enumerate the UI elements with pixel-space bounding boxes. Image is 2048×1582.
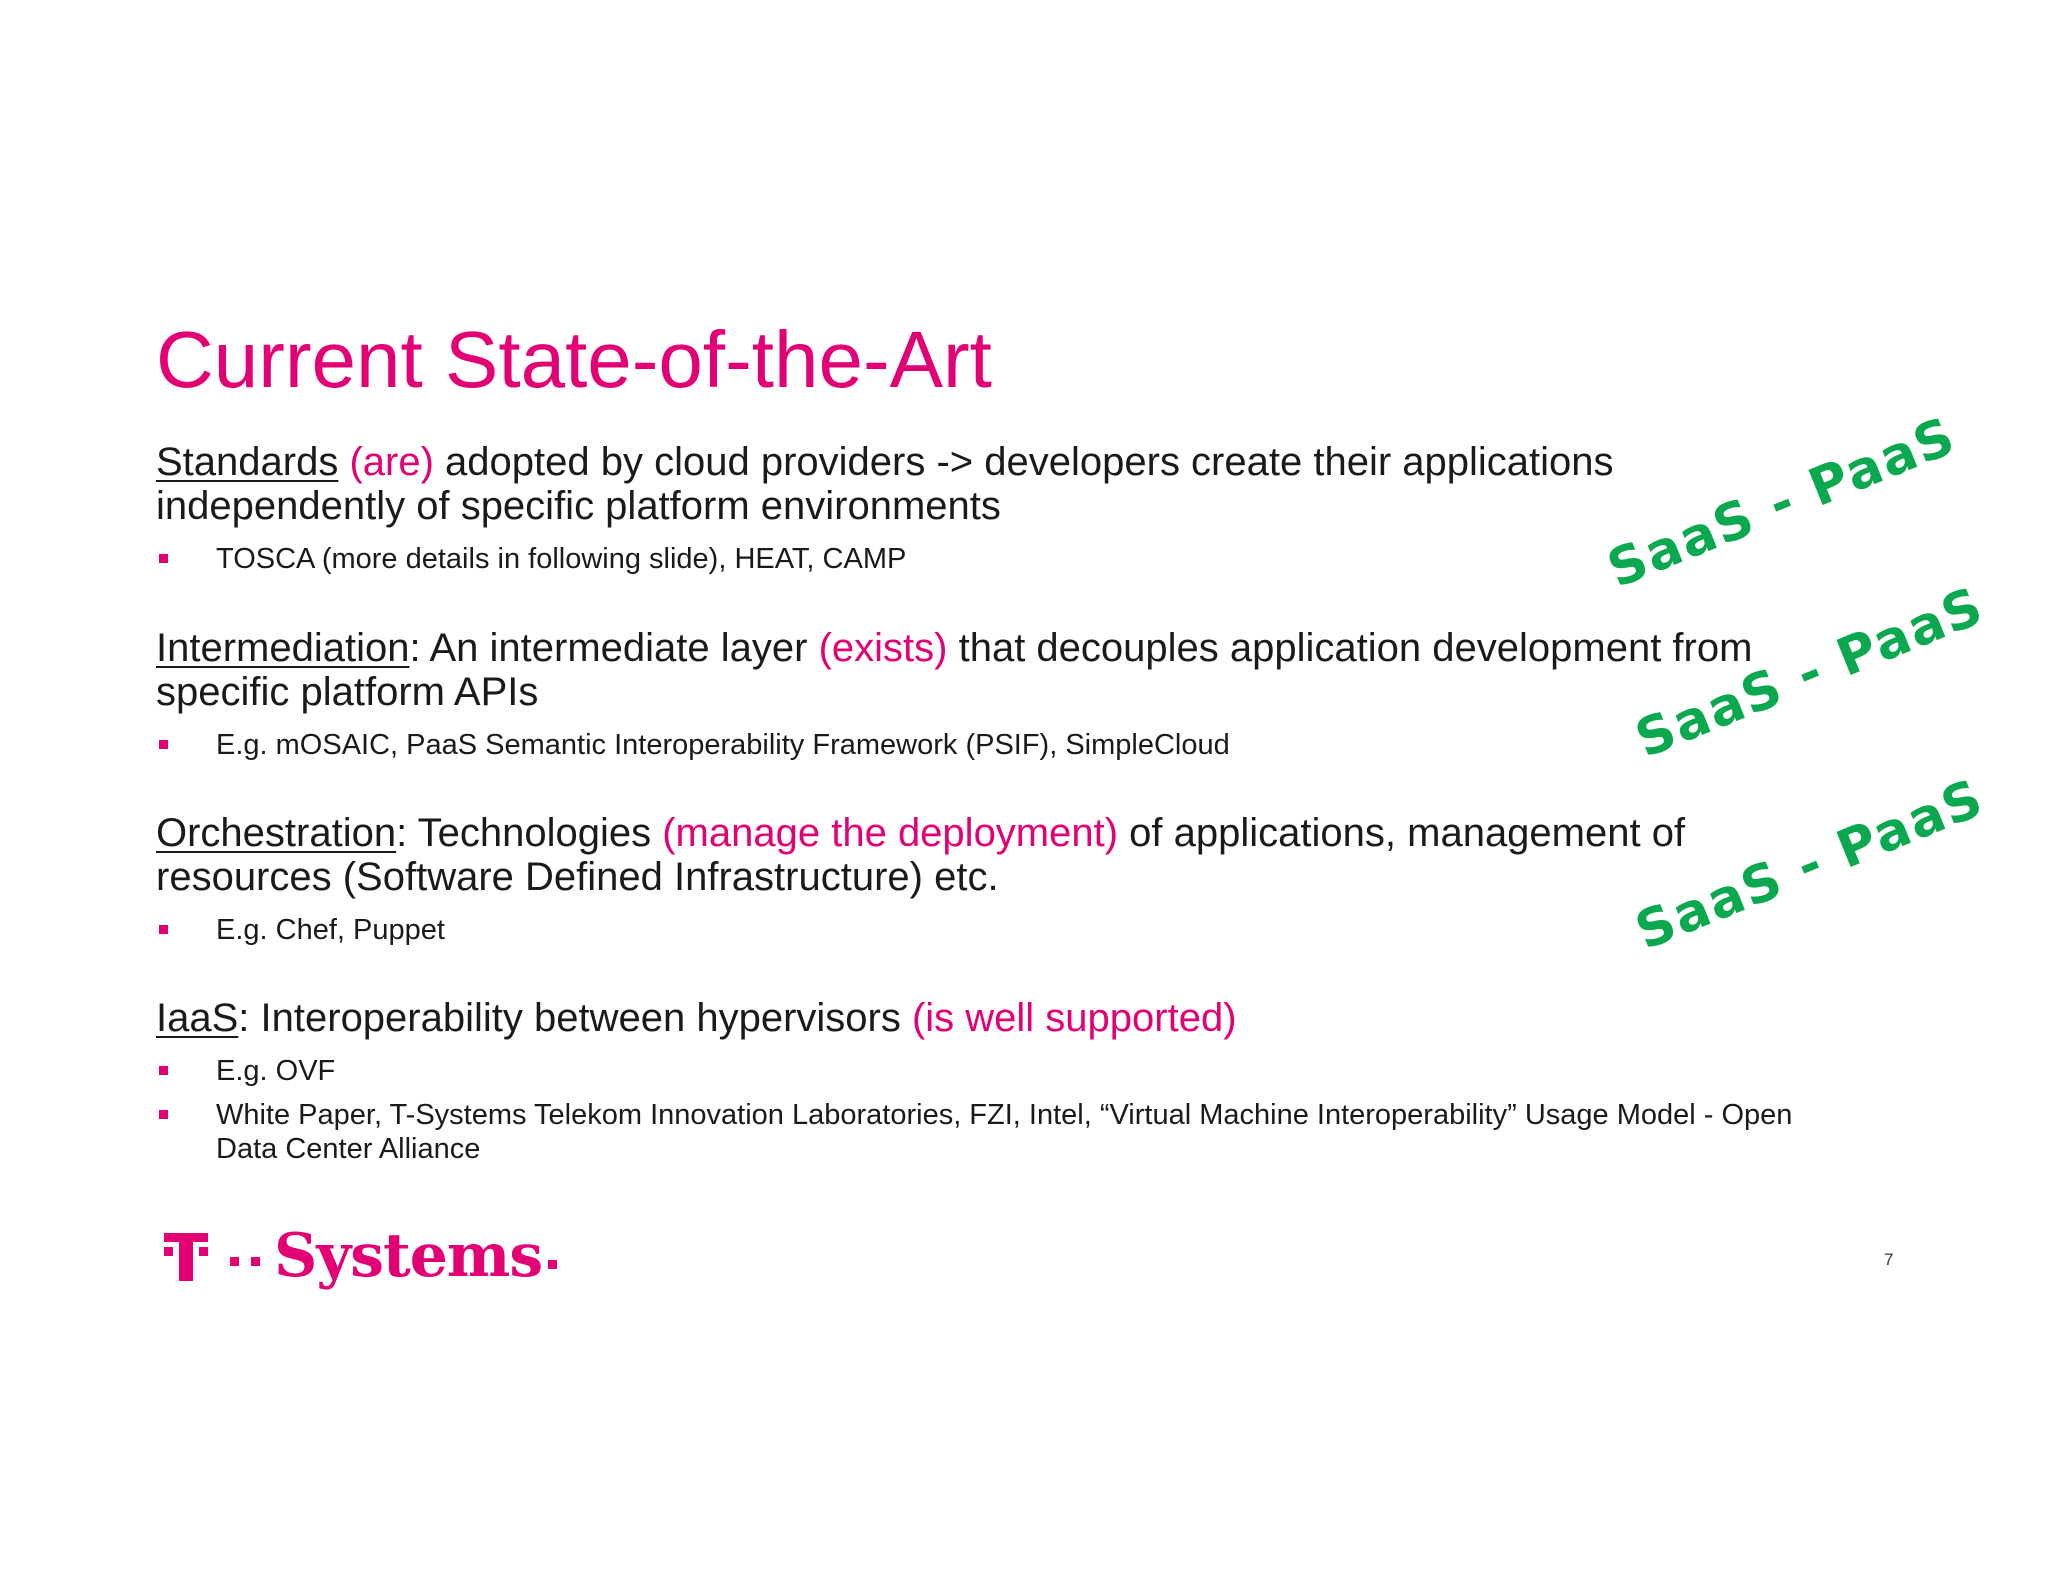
bullet-text: E.g. mOSAIC, PaaS Semantic Interoperability Framework (PSIF), SimpleCloud	[216, 729, 1230, 761]
saas-paas-stamp: SaaS - PaaS	[1599, 406, 1965, 600]
section-keyword: IaaS	[156, 996, 239, 1040]
bullet-text: E.g. OVF	[216, 1055, 336, 1087]
page-number: 7	[1884, 1250, 1894, 1269]
t-systems-logo	[164, 1221, 557, 1291]
section-iaas	[156, 996, 1856, 1176]
section-keyword: Orchestration	[156, 811, 397, 855]
section-keyword: Standards	[156, 440, 339, 484]
section-lead: : Interoperability between hypervisors	[238, 996, 912, 1040]
saas-paas-stamp: SaaS - PaaS	[1627, 768, 1993, 962]
section-highlight: (is well supported)	[911, 996, 1237, 1040]
saas-paas-stamp: SaaS - PaaS	[1627, 576, 1993, 770]
section-intermediation	[156, 626, 1856, 772]
slide-title: Current State-of-the-Art	[156, 315, 992, 404]
section-highlight: (exists)	[818, 626, 948, 670]
bullet-square-icon	[159, 554, 168, 563]
section-text: that decouples application development from specific platform APIs	[156, 626, 1753, 714]
section-lead: : Technologies	[396, 811, 663, 855]
section-lead: : An intermediate layer	[409, 626, 819, 670]
list-item	[156, 728, 1856, 762]
bullet-text: E.g. Chef, Puppet	[216, 914, 445, 946]
logo-dot-icon	[548, 1260, 557, 1269]
bullet-square-icon	[159, 740, 168, 749]
section-text: of applications, management of resources (Software Defined Infrastructure) etc.	[156, 811, 1686, 899]
bullet-text: White Paper, T-Systems Telekom Innovation Laboratories, FZI, Intel, “Virtual Machine Interoperability” Usage Model - Open Data Center Alliance	[216, 1099, 1793, 1165]
section-heading	[156, 626, 1856, 714]
logo-dots-icon	[230, 1247, 260, 1266]
list-item	[156, 913, 1856, 947]
list-item	[156, 1098, 1856, 1166]
bullet-square-icon	[159, 1066, 168, 1075]
section-highlight: (manage the deployment)	[662, 811, 1119, 855]
bullet-square-icon	[159, 925, 168, 934]
logo-wordmark: Systems	[274, 1221, 543, 1291]
section-heading	[156, 440, 1856, 528]
section-standards	[156, 440, 1856, 586]
bullet-list	[156, 728, 1856, 762]
bullet-text: TOSCA (more details in following slide), HEAT, CAMP	[216, 543, 907, 575]
section-text: adopted by cloud providers -> developers create their applications independently of specific platform environments	[156, 440, 1614, 528]
section-highlight: (are)	[349, 440, 434, 484]
section-keyword: Intermediation	[156, 626, 410, 670]
section-orchestration	[156, 811, 1856, 957]
section-heading	[156, 811, 1856, 899]
list-item	[156, 1054, 1856, 1088]
telekom-t-icon	[164, 1229, 208, 1283]
bullet-square-icon	[159, 1110, 168, 1119]
bullet-list	[156, 1054, 1856, 1166]
bullet-list	[156, 913, 1856, 947]
section-heading	[156, 996, 1856, 1040]
